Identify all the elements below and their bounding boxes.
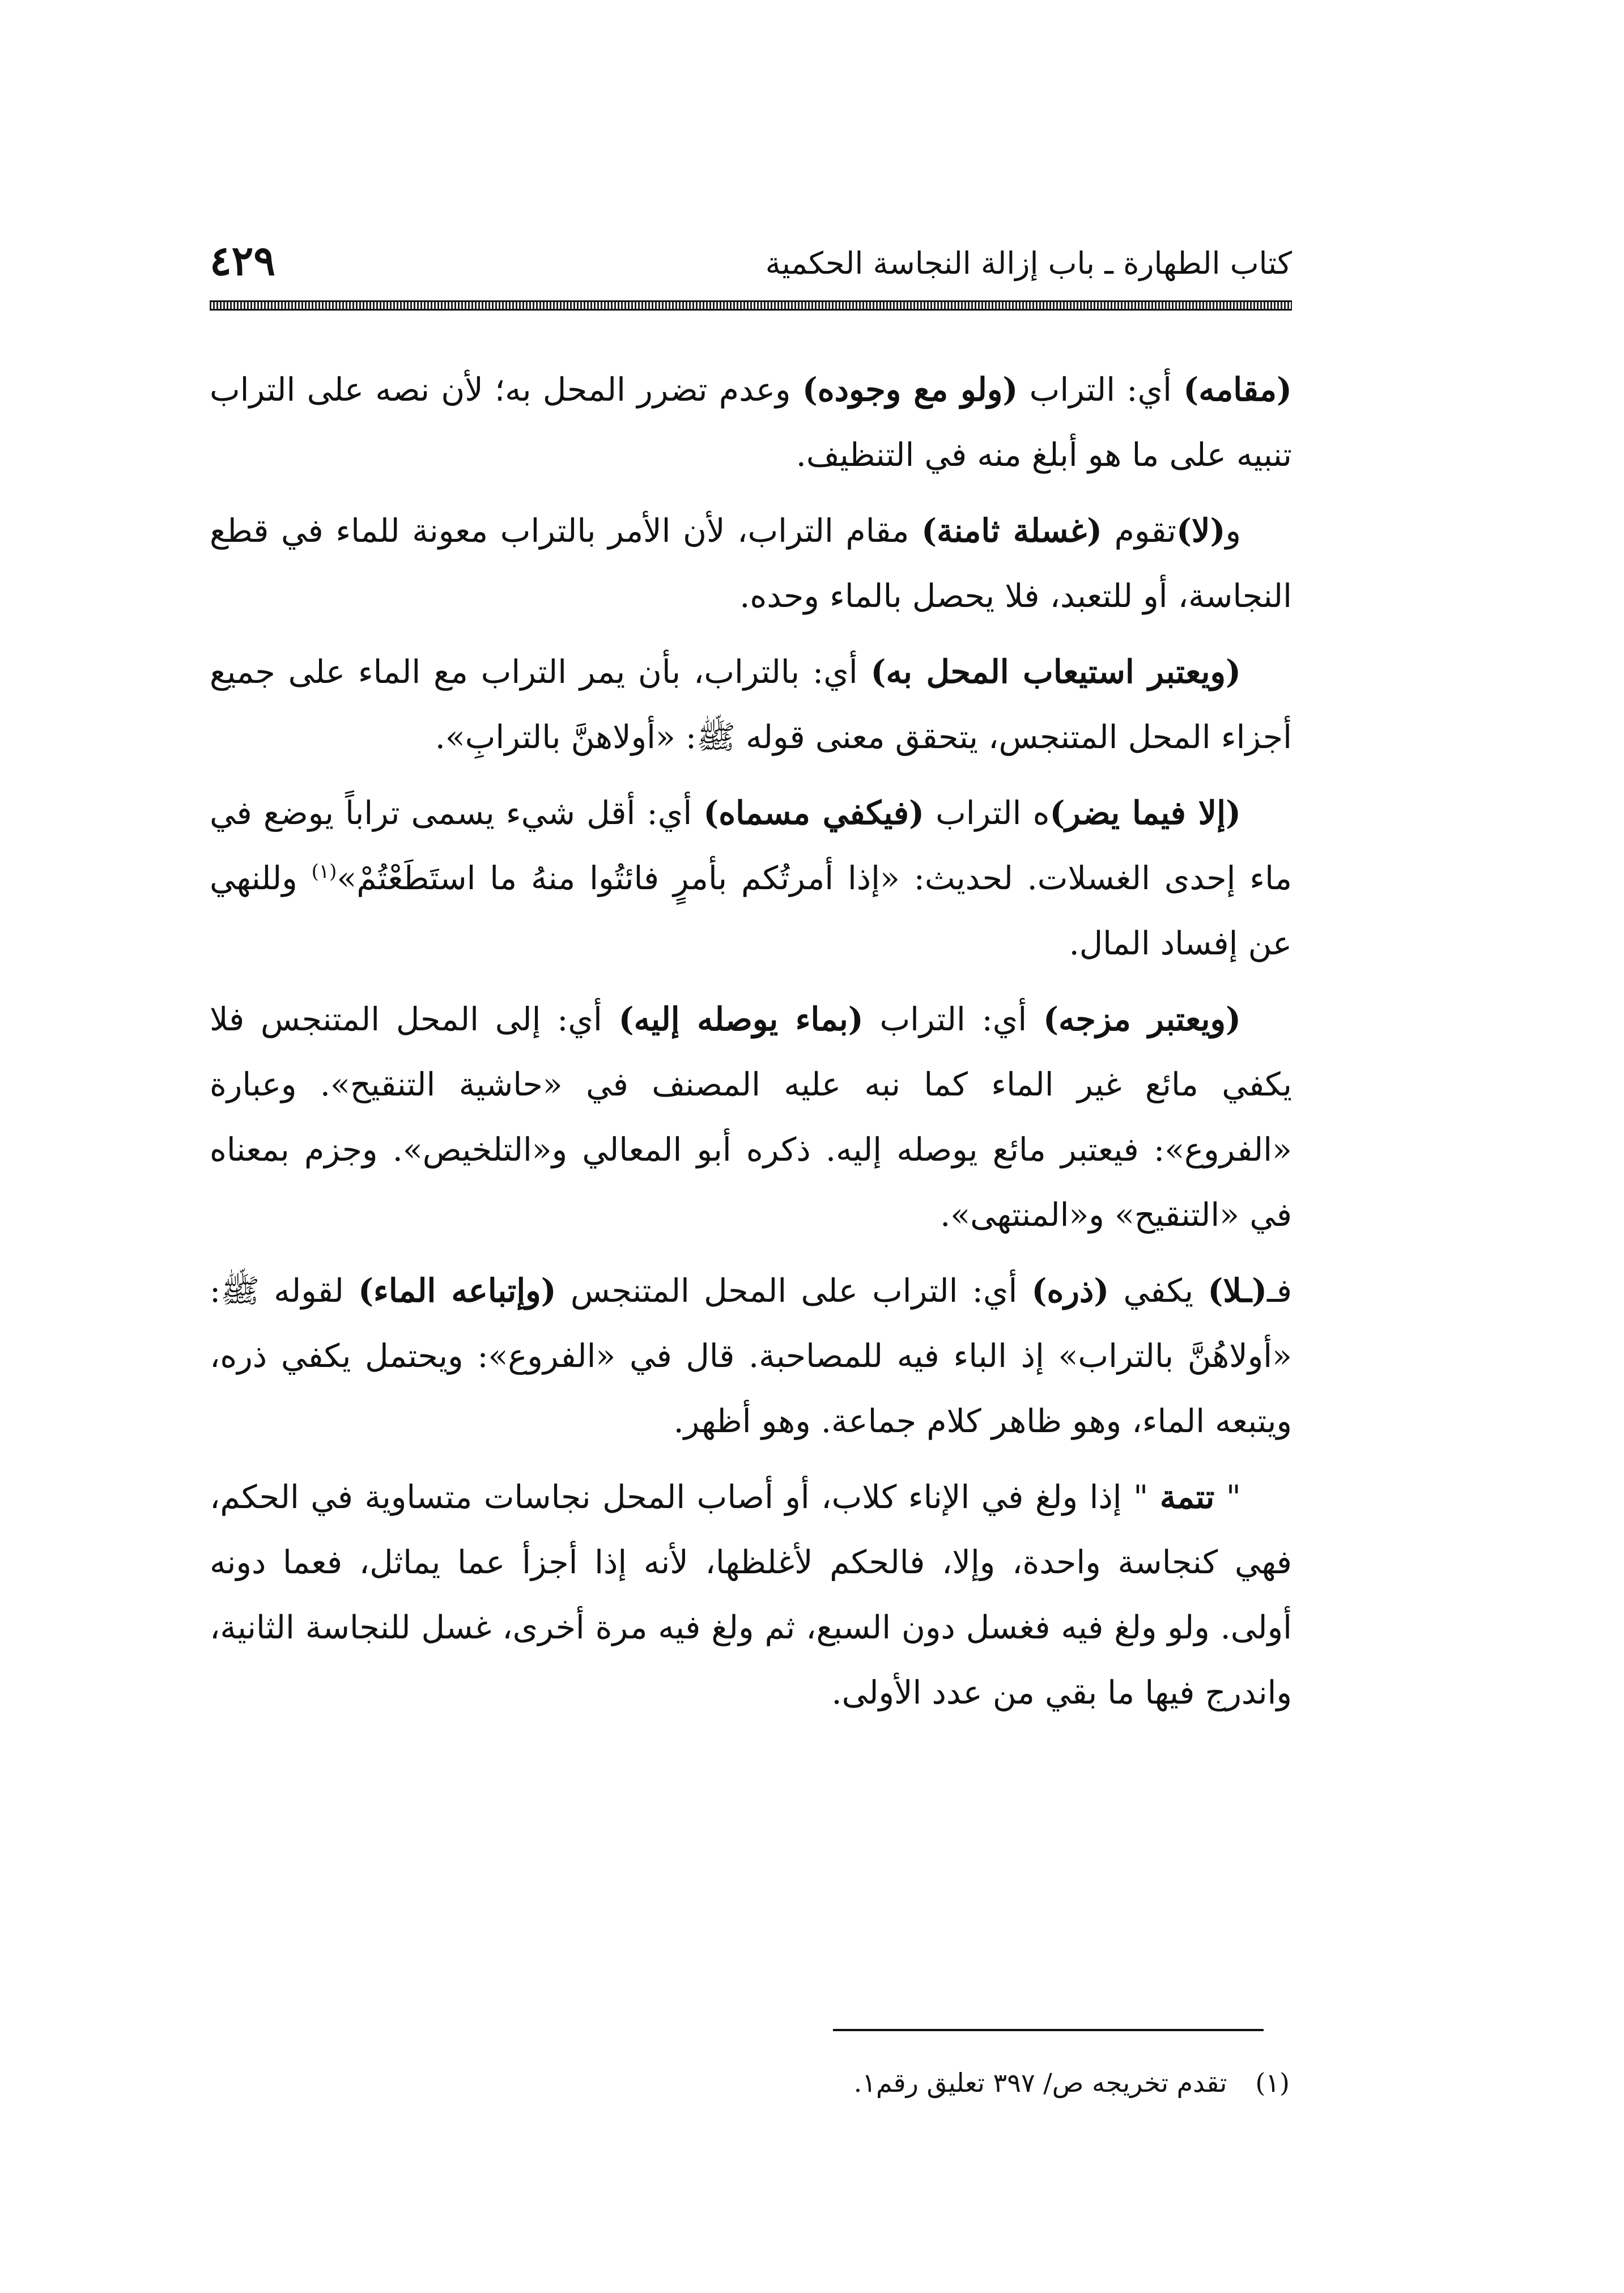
text-run: " إذا ولغ في الإناء كلاب، أو أصاب المحل نجاسات متساوية في الحكم، فهي كنجاسة واحدة، وإلا، فالحكم لأغلظها، لأنه إذا أجزأ عما يماثل، فعما دونه أولى. ولو ولغ فيه فغسل دون السبع، ثم ولغ فيه مرة أخرى، غسل للنجاسة الثانية، واندرج فيها ما بقي من عدد الأولى. <box>210 1479 1292 1712</box>
term: (فيكفي مسماه) <box>703 794 924 832</box>
footnote-divider <box>833 2029 1264 2031</box>
term: (وإتباعه الماء) <box>358 1272 556 1310</box>
text-run: وللنهي عن إفساد المال. <box>210 860 1292 962</box>
header-divider <box>210 300 1292 311</box>
paragraph-7 <box>210 1464 1292 1726</box>
paragraph-1 <box>210 357 1292 488</box>
text-run: مقام التراب، لأن الأمر بالتراب معونة للماء في قطع النجاسة، أو للتعبد، فلا يحصل بالماء وحده. <box>210 512 1292 615</box>
footnote-text: تقدم تخريجه ص/ ٣٩٧ تعليق رقم١. <box>853 2067 1227 2098</box>
term: (ذره) <box>1031 1272 1109 1310</box>
paragraph-5 <box>210 987 1292 1248</box>
page-number: ٤٢٩ <box>210 236 276 284</box>
term: (ويعتبر مزجه) <box>1043 1000 1242 1038</box>
term: (إلا فيما يضر) <box>1049 794 1241 832</box>
text-run: يكفي <box>1109 1272 1208 1310</box>
text-run: أي: التراب <box>1018 371 1184 409</box>
text-run: " <box>1214 1479 1241 1516</box>
paragraph-2 <box>210 498 1292 629</box>
term: (ويعتبر استيعاب المحل به) <box>870 653 1241 691</box>
term: (لا) <box>1176 512 1226 550</box>
text-run: أي: التراب <box>863 1001 1044 1038</box>
page-header <box>210 235 1292 298</box>
text-run: أي: إلى المحل المتنجس فلا يكفي مائع غير الماء كما نبه عليه المصنف في «حاشية التنقيح». وعبارة «الفروع»: فيعتبر مائع يوصله إليه. ذكره أبو المعالي و«التلخيص». وجزم بمعناه في «التنقيح» و«المنتهى». <box>210 1001 1292 1234</box>
text-run: فـ <box>1267 1272 1292 1310</box>
term: (ـلا) <box>1208 1272 1268 1310</box>
term: تتمة <box>1159 1478 1215 1516</box>
text-run: أي: التراب على المحل المتنجس <box>556 1272 1032 1310</box>
footnote-number: (١) <box>1255 2067 1290 2098</box>
paragraph-4 <box>210 780 1292 976</box>
footnote-marker[interactable]: (١) <box>311 860 337 883</box>
term: (بماء يوصله إليه) <box>618 1000 864 1038</box>
text-run: ه التراب <box>924 795 1050 832</box>
paragraph-3 <box>210 639 1292 770</box>
running-title: كتاب الطهارة ـ باب إزالة النجاسة الحكمية <box>765 245 1292 281</box>
text-run: تقوم <box>1102 512 1176 550</box>
text-run: لقوله ﷺ: «أولاهُنَّ بالتراب» إذ الباء فيه للمصاحبة. قال في «الفروع»: ويحتمل يكفي ذره، ويتبعه الماء، وهو ظاهر كلام جماعة. وهو أظهر. <box>210 1272 1292 1440</box>
text-run: أي: بالتراب، بأن يمر التراب مع الماء على جميع أجزاء المحل المتنجس، يتحقق معنى قوله ﷺ: «أولاهنَّ بالترابِ». <box>210 653 1292 756</box>
text-run: و <box>1225 512 1241 550</box>
footnote <box>854 2063 1290 2103</box>
text-run: وعدم تضرر المحل به؛ لأن نصه على التراب تنبيه على ما هو أبلغ منه في التنظيف. <box>210 371 1292 474</box>
paragraph-6 <box>210 1258 1292 1454</box>
body-text <box>210 357 1292 1736</box>
term: (ولو مع وجوده) <box>802 371 1018 409</box>
text-run: أي: أقل شيء يسمى تراباً يوضع في ماء إحدى الغسلات. لحديث: «إذا أمرتُكم بأمرٍ فائتُوا منهُ ما استَطَعْتُمْ» <box>210 795 1292 897</box>
term: (غسلة ثامنة) <box>921 512 1102 550</box>
term: (مقامه) <box>1183 371 1292 409</box>
